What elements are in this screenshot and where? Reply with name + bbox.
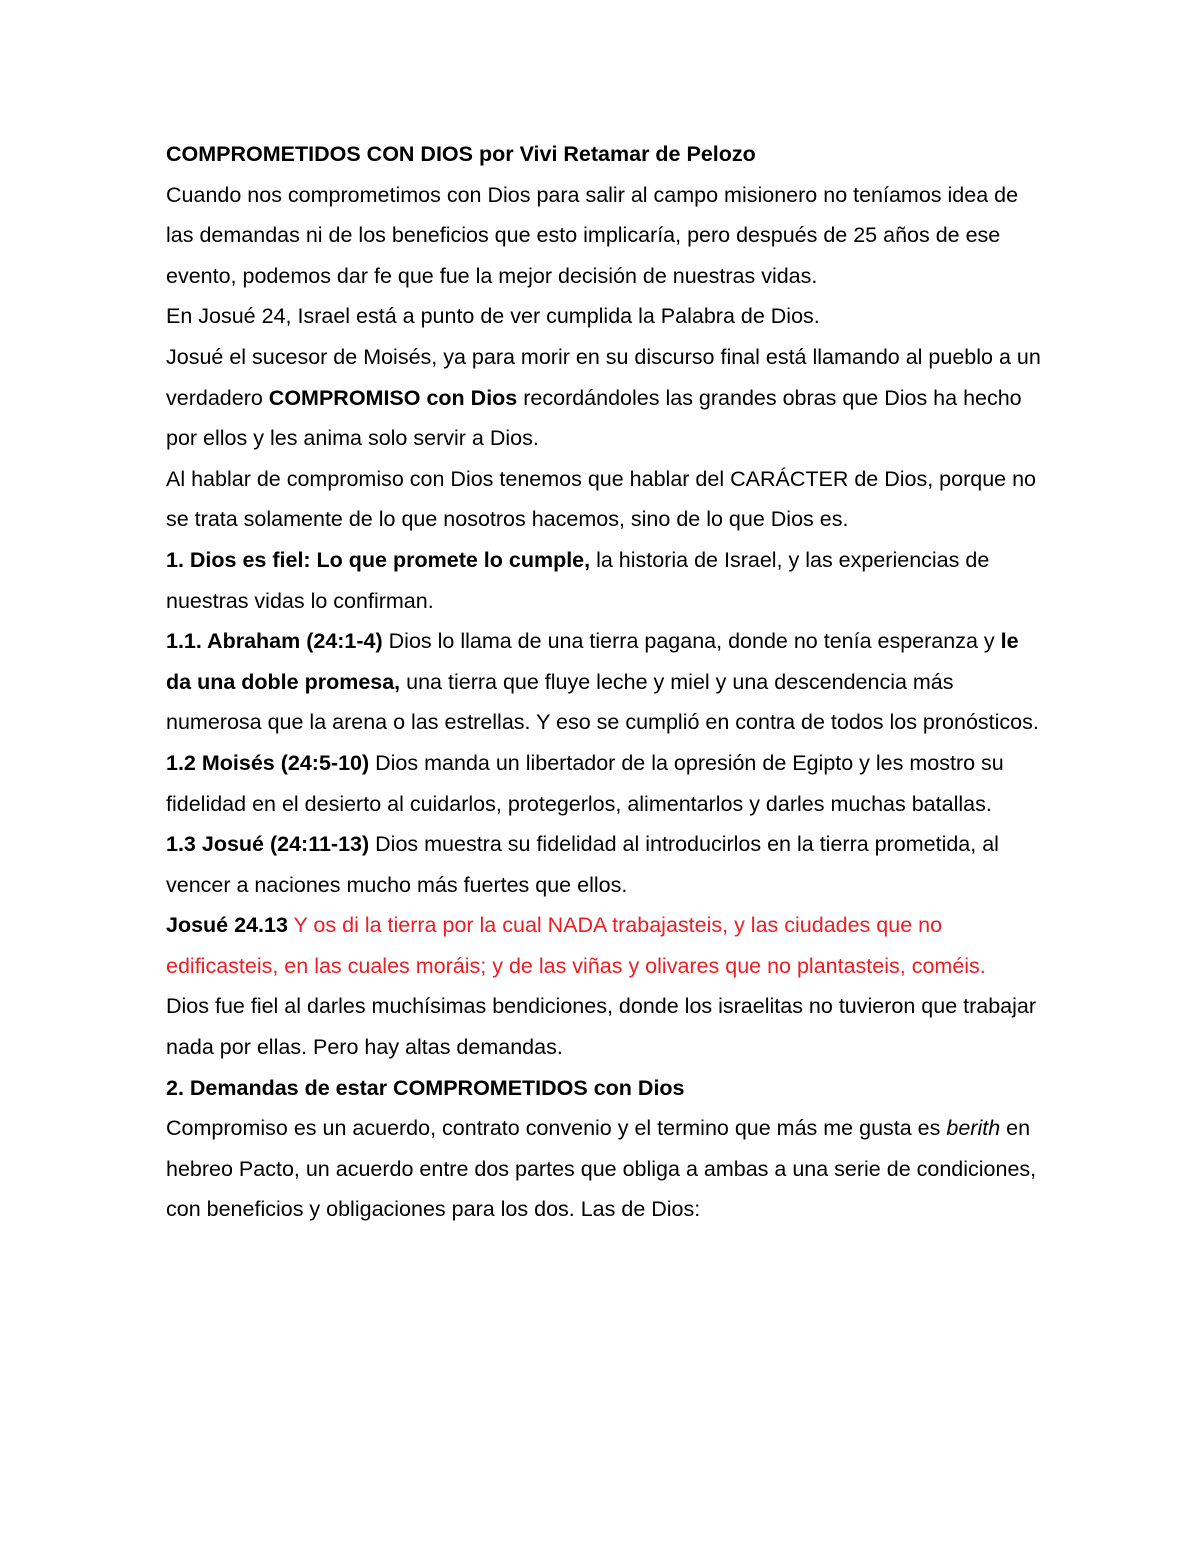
point-1-2-heading: 1.2 Moisés (24:5-10) — [166, 750, 370, 775]
point-1-1-heading: 1.1. Abraham (24:1-4) — [166, 629, 383, 654]
successor-paragraph: Josué el sucesor de Moisés, ya para morir en su discurso final está llamando al pueblo a un verdadero COMPROMISO con Dios recordándoles las grandes obras que Dios ha hecho por ellos y les anima solo servir a Dios. — [166, 344, 1041, 451]
intro-paragraph: Cuando nos comprometimos con Dios para salir al campo misionero no teníamos idea de las demandas ni de los beneficios que esto implicaría, pero después de 25 años de ese evento, podemos dar fe que fue la mejor decisión de nuestras vidas. — [166, 182, 1019, 288]
verse-reference: Josué 24.13 — [166, 913, 288, 938]
verse-quote — [166, 905, 1046, 986]
document-body — [166, 134, 1046, 1230]
point-1-3-heading: 1.3 Josué (24:11-13) — [166, 832, 370, 857]
point-1-heading: 1. Dios es fiel: Lo que promete lo cumple, — [166, 547, 591, 572]
berith-term: berith — [946, 1116, 1001, 1141]
character-paragraph: Al hablar de compromiso con Dios tenemos que hablar del CARÁCTER de Dios, porque no se trata solamente de lo que nosotros hacemos, sino de lo que Dios es. — [166, 466, 1036, 532]
verse-text: Y os di la tierra por la cual NADA trabajasteis, y las ciudades que no edificasteis, en las cuales moráis; y de las viñas y olivares que no plantasteis, coméis. — [166, 913, 986, 978]
commitment-emphasis: COMPROMISO con Dios — [268, 385, 518, 410]
document-title: COMPROMETIDOS CON DIOS por Vivi Retamar de Pelozo — [166, 142, 756, 166]
point-2-heading: 2. Demandas de estar COMPROMETIDOS con Dios — [166, 1075, 685, 1100]
point-1-2-moises: 1.2 Moisés (24:5-10) Dios manda un libertador de la opresión de Egipto y les mostro su fidelidad en el desierto al cuidarlos, protegerlos, alimentarlos y darles muchas batallas. — [166, 750, 1004, 816]
covenant-paragraph: Compromiso es un acuerdo, contrato convenio y el termino que más me gusta es berith en hebreo Pacto, un acuerdo entre dos partes que obliga a ambas a una serie de condiciones, con beneficios y obligaciones para los dos. Las de Dios: — [166, 1116, 1037, 1222]
faithful-paragraph: Dios fue fiel al darles muchísimas bendiciones, donde los israelitas no tuvieron que trabajar nada por ellas. Pero hay altas demandas. — [166, 994, 1037, 1060]
point-1-1-abraham: 1.1. Abraham (24:1-4) Dios lo llama de una tierra pagana, donde no tenía esperanza y le da una doble promesa, una tierra que fluye leche y miel y una descendencia más numerosa que la arena o las estrellas. Y eso se cumplió en contra de todos los pronósticos. — [166, 629, 1039, 735]
point-1: 1. Dios es fiel: Lo que promete lo cumple, la historia de Israel, y las experiencias de nuestras vidas lo confirman. — [166, 547, 990, 613]
josue-24-paragraph: En Josué 24, Israel está a punto de ver cumplida la Palabra de Dios. — [166, 304, 820, 329]
double-promise-emphasis: le da una doble promesa, — [166, 629, 1019, 694]
point-1-3-josue: 1.3 Josué (24:11-13) Dios muestra su fidelidad al introducirlos en la tierra prometida, al vencer a naciones mucho más fuertes que ellos. — [166, 832, 999, 897]
